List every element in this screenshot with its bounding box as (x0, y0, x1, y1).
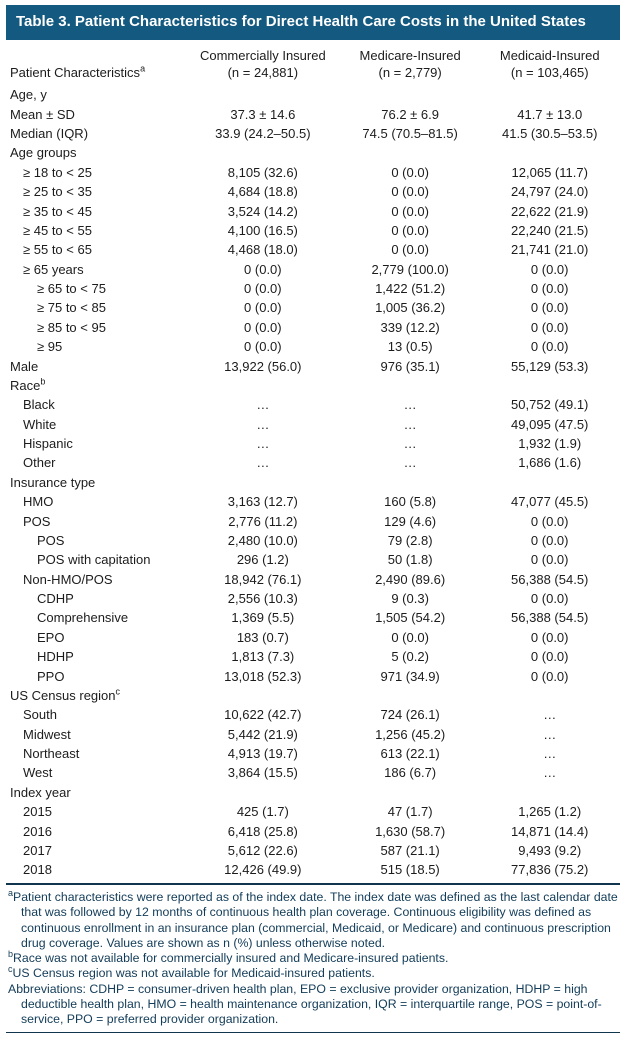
cell-value (479, 473, 620, 492)
cell-value: 0 (0.0) (530, 281, 569, 296)
table-row (6, 725, 620, 744)
cell-value (341, 376, 480, 395)
cell-value (479, 144, 620, 163)
cell-value: 971 (34.9) (380, 668, 440, 684)
cell-value (185, 376, 341, 395)
table-row (6, 551, 620, 570)
cell-value: 12,426 (49.9) (224, 862, 302, 878)
cell-value: 0 (0.0) (391, 164, 429, 180)
row-label: POS with capitation (37, 552, 151, 568)
cell-value: 0 (0.0) (530, 591, 569, 606)
section-header-row (6, 144, 620, 163)
cell-value: 76.2 ± 6.9 (381, 106, 439, 122)
cell-value: 0 (0.0) (530, 629, 569, 645)
cell-value: 4,684 (18.8) (227, 184, 298, 200)
section-header-row (6, 86, 620, 105)
table-row (6, 764, 620, 783)
cell-value: 0 (0.0) (530, 261, 569, 277)
row-label: Male (10, 358, 39, 374)
cell-value (479, 783, 620, 802)
cell-value: 5 (0.2) (391, 649, 429, 665)
cell-value: 14,871 (14.4) (511, 823, 589, 839)
table-row (6, 667, 620, 686)
table-row (6, 183, 620, 202)
footnote-sup: b (8, 948, 14, 959)
footnote-sup: c (8, 964, 13, 975)
row-label: EPO (37, 629, 65, 645)
footnote: Abbreviations: CDHP = consumer-driven health plan, EPO = exclusive provider organization, HDHP = high deductible health plan, HMO = health maintenance organization, IQR = interquartile range, POS = point-of-service, PPO = preferred provider organization. (8, 981, 602, 1026)
row-label: 2016 (23, 823, 52, 839)
cell-value: 22,240 (21.5) (511, 222, 589, 238)
table-row (6, 745, 620, 764)
table-row (6, 531, 620, 550)
table-row (6, 260, 620, 279)
cell-value: 425 (1.7) (236, 804, 289, 820)
cell-value (185, 144, 341, 163)
cell-value: 1,422 (51.2) (375, 281, 446, 296)
footnote: $^c$US Census region was not available for Medicaid-insured patients. (8, 964, 375, 981)
row-label: Other (23, 455, 56, 471)
cell-value: 4,468 (18.0) (227, 242, 298, 258)
cell-value: 0 (0.0) (530, 319, 569, 335)
row-label: CDHP (37, 591, 74, 606)
table-row (6, 415, 620, 434)
row-label: South (23, 707, 57, 723)
cell-value: 13,922 (56.0) (224, 358, 302, 374)
table-row (6, 338, 620, 357)
cell-value: 41.7 ± 13.0 (517, 106, 583, 122)
row-label-sup: b (40, 376, 46, 387)
cell-value (479, 86, 620, 105)
cell-value: 3,864 (15.5) (227, 765, 298, 781)
row-label: Race$^b$ (10, 376, 46, 393)
col-header-commercially-insured: Commercially Insured (n = 24,881) (199, 48, 326, 80)
cell-value: 24,797 (24.0) (511, 184, 589, 200)
section-header-row (6, 376, 620, 395)
table-row (6, 202, 620, 221)
cell-value (479, 376, 620, 395)
cell-value: 2,480 (10.0) (227, 532, 298, 548)
column-header-row (6, 40, 620, 86)
cell-value: 2,776 (11.2) (228, 513, 298, 529)
cell-value (341, 86, 480, 105)
row-label: ≥ 65 years (23, 261, 84, 277)
table-row (6, 454, 620, 473)
cell-value: 8,105 (32.6) (227, 164, 298, 180)
section-header-row (6, 473, 620, 492)
cell-value: 724 (26.1) (380, 707, 440, 723)
table-row (6, 861, 620, 880)
row-label: ≥ 95 (37, 339, 63, 355)
cell-value: 41.5 (30.5–53.5) (502, 126, 598, 141)
table-row (6, 221, 620, 240)
row-label: HDHP (37, 649, 74, 665)
cell-value: 22,622 (21.9) (511, 203, 589, 219)
table-row (6, 648, 620, 667)
cell-value: 9 (0.3) (391, 591, 429, 606)
cell-value: 0 (0.0) (530, 552, 569, 568)
row-label: Non-HMO/POS (23, 571, 113, 587)
cell-value: 3,524 (14.2) (227, 203, 298, 219)
table-row (6, 163, 620, 182)
cell-value: 21,741 (21.0) (511, 242, 589, 258)
row-label: White (23, 416, 57, 432)
cell-value: 4,100 (16.5) (227, 222, 298, 238)
cell-value: … (256, 397, 270, 413)
cell-value: 0 (0.0) (244, 281, 282, 296)
cell-value: 5,612 (22.6) (227, 842, 298, 858)
cell-value: 0 (0.0) (391, 203, 429, 219)
cell-value: 3,163 (12.7) (227, 494, 298, 510)
col-header-label-sup: a (140, 63, 146, 74)
table-row (6, 318, 620, 337)
cell-value: 183 (0.7) (236, 629, 289, 645)
cell-value: 160 (5.8) (384, 494, 437, 510)
cell-value: 186 (6.7) (384, 765, 437, 781)
cell-value: 0 (0.0) (391, 222, 429, 238)
cell-value: 1,005 (36.2) (375, 300, 446, 316)
row-label: Insurance type (10, 474, 96, 490)
cell-value: … (403, 416, 417, 432)
cell-value (185, 473, 341, 492)
row-label: Index year (10, 784, 71, 800)
cell-value: 5,442 (21.9) (227, 726, 298, 742)
row-label: US Census region$^c$ (10, 686, 120, 703)
footnote-sup: a (8, 888, 14, 899)
cell-value: 0 (0.0) (530, 300, 569, 316)
col-header-patient-characteristics (6, 40, 185, 86)
row-label-sup: c (115, 686, 120, 697)
cell-value: 515 (18.5) (380, 862, 440, 878)
table-row (6, 822, 620, 841)
cell-value: 0 (0.0) (530, 532, 569, 548)
cell-value: 976 (35.1) (380, 358, 440, 374)
row-label: 2017 (23, 842, 52, 858)
cell-value (341, 686, 480, 705)
table-row (6, 512, 620, 531)
cell-value: 0 (0.0) (244, 319, 282, 335)
cell-value: 50,752 (49.1) (511, 397, 589, 413)
row-label: ≥ 85 to < 95 (37, 319, 106, 335)
cell-value: … (543, 707, 557, 723)
row-label: West (23, 765, 53, 781)
cell-value: 13,018 (52.3) (224, 668, 302, 684)
col-header-medicaid-insured: Medicaid-Insured (n = 103,465) (499, 48, 600, 80)
cell-value: 4,913 (19.7) (227, 746, 298, 761)
cell-value: 0 (0.0) (530, 668, 569, 684)
cell-value: 12,065 (11.7) (511, 164, 588, 180)
cell-value (341, 473, 480, 492)
cell-value: 56,388 (54.5) (511, 610, 589, 626)
table-row (6, 609, 620, 628)
row-label: ≥ 65 to < 75 (37, 281, 106, 296)
cell-value: 18,942 (76.1) (224, 571, 302, 587)
cell-value: 0 (0.0) (530, 649, 569, 665)
cell-value: 49,095 (47.5) (511, 416, 589, 432)
row-label: ≥ 55 to < 65 (23, 242, 92, 258)
cell-value: … (403, 436, 417, 451)
row-label: Age, y (10, 87, 47, 103)
row-label: Northeast (23, 746, 80, 761)
table-row (6, 105, 620, 124)
cell-value: … (256, 455, 270, 471)
col-header-label-text: Patient Characteristics (10, 64, 141, 80)
table-row (6, 241, 620, 260)
cell-value: … (403, 455, 417, 471)
patient-characteristics-table (6, 40, 620, 880)
table-row (6, 570, 620, 589)
row-label: ≥ 75 to < 85 (37, 300, 106, 316)
col-header-medicare-insured: Medicare-Insured (n = 2,779) (359, 48, 461, 80)
cell-value: 1,630 (58.7) (375, 823, 446, 839)
cell-value: 74.5 (70.5–81.5) (362, 126, 458, 141)
cell-value: 1,932 (1.9) (518, 436, 582, 451)
cell-value: 6,418 (25.8) (227, 823, 298, 839)
table-row (6, 435, 620, 454)
cell-value: 79 (2.8) (387, 532, 433, 548)
row-label: Hispanic (23, 436, 73, 451)
cell-value: 1,686 (1.6) (518, 455, 582, 471)
row-label: Age groups (10, 145, 77, 161)
cell-value: 0 (0.0) (244, 300, 282, 316)
cell-value: 13 (0.5) (387, 339, 433, 355)
cell-value: 47,077 (45.5) (511, 494, 589, 510)
cell-value: 77,836 (75.2) (511, 862, 589, 878)
table-row (6, 841, 620, 860)
row-label: Median (IQR) (10, 126, 89, 141)
table-row (6, 803, 620, 822)
cell-value: 1,369 (5.5) (231, 610, 295, 626)
cell-value: 2,779 (100.0) (371, 261, 449, 277)
cell-value: … (543, 726, 557, 742)
row-label: 2018 (23, 862, 52, 878)
table-row (6, 125, 620, 144)
cell-value: 56,388 (54.5) (511, 571, 589, 587)
table-row (6, 396, 620, 415)
cell-value: 1,265 (1.2) (518, 804, 582, 820)
cell-value: 0 (0.0) (391, 184, 429, 200)
cell-value (185, 86, 341, 105)
section-header-row (6, 686, 620, 705)
cell-value: … (256, 436, 270, 451)
row-label: POS (37, 532, 65, 548)
cell-value: 2,556 (10.3) (227, 591, 298, 606)
cell-value: 129 (4.6) (384, 513, 437, 529)
cell-value: 1,256 (45.2) (375, 726, 446, 742)
cell-value (341, 144, 480, 163)
cell-value: 0 (0.0) (391, 242, 429, 258)
cell-value: 47 (1.7) (387, 804, 433, 820)
cell-value: 0 (0.0) (244, 339, 282, 355)
cell-value: 1,505 (54.2) (375, 610, 446, 626)
cell-value: … (256, 416, 270, 432)
cell-value (185, 783, 341, 802)
table-row (6, 280, 620, 299)
cell-value: 37.3 ± 14.6 (230, 106, 296, 122)
cell-value: 0 (0.0) (530, 339, 569, 355)
cell-value: 50 (1.8) (387, 552, 433, 568)
cell-value: 2,490 (89.6) (375, 571, 446, 587)
row-label: HMO (23, 494, 54, 510)
cell-value (185, 686, 341, 705)
row-label: ≥ 25 to < 35 (23, 184, 92, 200)
row-label: Comprehensive (37, 610, 129, 626)
table-body (6, 86, 620, 880)
cell-value: 0 (0.0) (244, 261, 282, 277)
table-title: Table 3. Patient Characteristics for Direct Health Care Costs in the United States (6, 5, 620, 40)
row-label: ≥ 45 to < 55 (23, 222, 92, 238)
row-label: PPO (37, 668, 65, 684)
cell-value: 10,622 (42.7) (224, 707, 302, 723)
row-label: Black (23, 397, 55, 413)
row-label: POS (23, 513, 51, 529)
cell-value (479, 686, 620, 705)
cell-value: 0 (0.0) (530, 513, 569, 529)
cell-value: 1,813 (7.3) (231, 649, 295, 665)
table-row (6, 299, 620, 318)
cell-value: 55,129 (53.3) (511, 358, 589, 374)
row-label: ≥ 35 to < 45 (23, 203, 92, 219)
footnote: $^a$Patient characteristics were reported as of the index date. The index date was defined as the last calendar date that was followed by 12 months of continuous health plan coverage. Continuous eligibility was defined as continuous enrollment in an insurance plan (commercial, Medicaid, or Medicare) and continuous prescription drug coverage. Values are shown as n (%) unless otherwise noted. (8, 888, 618, 950)
table-row (6, 590, 620, 609)
cell-value: 613 (22.1) (380, 746, 440, 761)
row-label: Midwest (23, 726, 71, 742)
cell-value: 0 (0.0) (391, 629, 429, 645)
table-row (6, 357, 620, 376)
cell-value: 33.9 (24.2–50.5) (215, 126, 311, 141)
row-label: ≥ 18 to < 25 (23, 164, 92, 180)
cell-value: 587 (21.1) (380, 842, 440, 858)
cell-value: 9,493 (9.2) (518, 842, 582, 858)
cell-value: 296 (1.2) (236, 552, 289, 568)
row-label: Mean ± SD (10, 106, 75, 122)
table-row (6, 706, 620, 725)
footnote: $^b$Race was not available for commercially insured and Medicare-insured patients. (8, 948, 449, 966)
cell-value: 339 (12.2) (380, 319, 440, 335)
cell-value: … (543, 746, 557, 761)
table-row (6, 628, 620, 647)
cell-value (341, 783, 480, 802)
row-label: 2015 (23, 804, 52, 820)
cell-value: … (543, 765, 557, 781)
section-header-row (6, 783, 620, 802)
table-row (6, 493, 620, 512)
cell-value: … (403, 397, 417, 413)
footnotes (6, 883, 620, 1033)
